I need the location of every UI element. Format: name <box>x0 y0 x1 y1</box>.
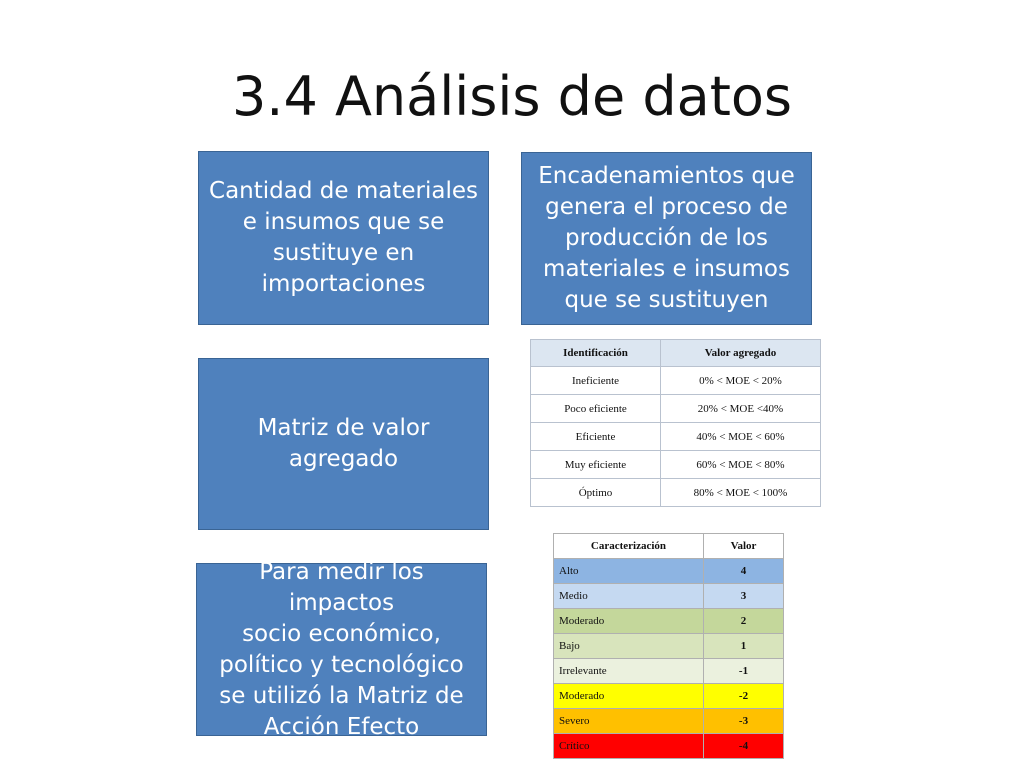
cell-valor: 1 <box>704 634 784 659</box>
box-line: se utilizó la Matriz de <box>219 682 464 709</box>
box-line: materiales e insumos <box>543 256 790 282</box>
cell-valor: -2 <box>704 684 784 709</box>
header-valor-agregado: Valor agregado <box>661 340 821 367</box>
header-identificacion: Identificación <box>531 340 661 367</box>
box-encadenamientos <box>521 152 812 325</box>
box-matriz-accion-efecto <box>196 558 487 740</box>
box-line: importaciones <box>261 271 426 297</box>
cell-identificacion: Óptimo <box>531 479 661 507</box>
table-row <box>554 559 784 584</box>
table-row <box>554 709 784 734</box>
box-line: político y tecnológico <box>219 651 464 678</box>
box-line: Matriz de valor <box>257 415 430 441</box>
cell-caracterizacion: Severo <box>554 709 704 734</box>
table-row <box>554 609 784 634</box>
box-line: socio económico, <box>242 620 441 647</box>
box-line: Acción Efecto <box>263 713 420 740</box>
table-row <box>554 684 784 709</box>
header-valor: Valor <box>704 534 784 559</box>
table-row <box>531 395 821 423</box>
table-row <box>554 634 784 659</box>
cell-valor: 80% < MOE < 100% <box>661 479 821 507</box>
box-cantidad-materiales <box>198 151 489 325</box>
box-line: que se sustituyen <box>564 287 769 313</box>
table-row <box>531 451 821 479</box>
box-line: agregado <box>288 446 399 472</box>
cell-caracterizacion: Bajo <box>554 634 704 659</box>
cell-valor: 60% < MOE < 80% <box>661 451 821 479</box>
header-caracterizacion: Caracterización <box>554 534 704 559</box>
cell-valor: 0% < MOE < 20% <box>661 367 821 395</box>
box-line: Para medir los impactos <box>259 558 424 616</box>
box-line: sustituye en <box>272 240 415 266</box>
table-row <box>531 479 821 507</box>
cell-valor: 2 <box>704 609 784 634</box>
table-row <box>531 423 821 451</box>
cell-valor: 3 <box>704 584 784 609</box>
table-row <box>531 367 821 395</box>
cell-valor: 40% < MOE < 60% <box>661 423 821 451</box>
box-line: e insumos que se <box>242 209 445 235</box>
cell-valor: -4 <box>704 734 784 759</box>
box-matriz-valor-agregado <box>198 358 489 530</box>
cell-valor: -3 <box>704 709 784 734</box>
table-header-row <box>531 340 821 367</box>
cell-caracterizacion: Alto <box>554 559 704 584</box>
slide-title: 3.4 Análisis de datos <box>231 65 793 128</box>
cell-caracterizacion: Medio <box>554 584 704 609</box>
cell-valor: 20% < MOE <40% <box>661 395 821 423</box>
cell-identificacion: Muy eficiente <box>531 451 661 479</box>
cell-identificacion: Ineficiente <box>531 367 661 395</box>
box-line: producción de los <box>565 225 768 251</box>
cell-caracterizacion: Moderado <box>554 684 704 709</box>
box-line: Encadenamientos que <box>538 163 795 189</box>
cell-caracterizacion: Moderado <box>554 609 704 634</box>
table-row <box>554 734 784 759</box>
box-line: Cantidad de materiales <box>209 178 478 204</box>
cell-caracterizacion: Irrelevante <box>554 659 704 684</box>
cell-caracterizacion: Crítico <box>554 734 704 759</box>
box-line: genera el proceso de <box>545 194 788 220</box>
cell-valor: -1 <box>704 659 784 684</box>
valor-agregado-table <box>530 339 821 507</box>
cell-valor: 4 <box>704 559 784 584</box>
table-row <box>554 659 784 684</box>
caracterizacion-table <box>553 533 784 759</box>
table-row <box>554 584 784 609</box>
cell-identificacion: Eficiente <box>531 423 661 451</box>
table-header-row <box>554 534 784 559</box>
cell-identificacion: Poco eficiente <box>531 395 661 423</box>
